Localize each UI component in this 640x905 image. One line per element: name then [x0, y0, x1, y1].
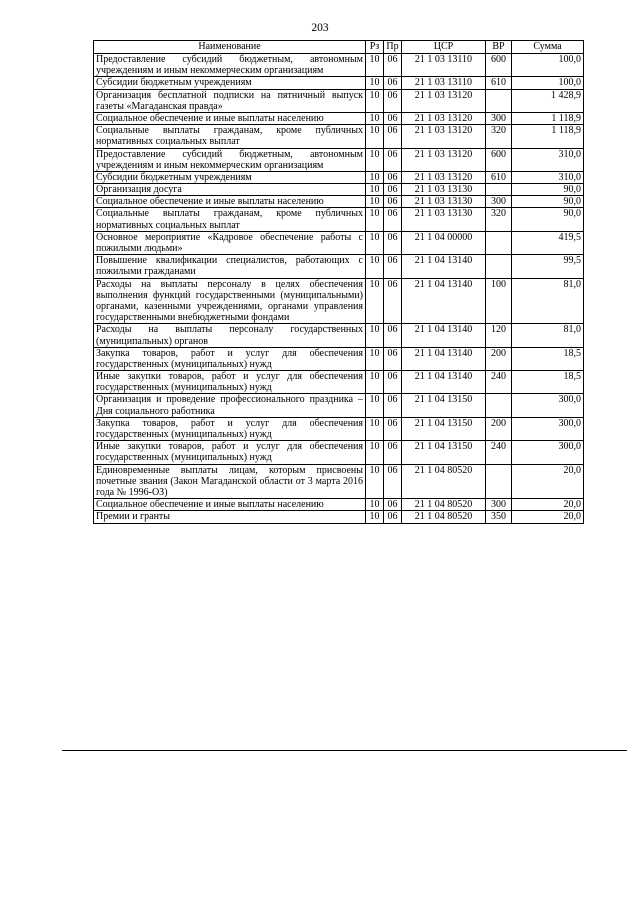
vr-cell: 610 [486, 171, 512, 183]
pr-cell: 06 [384, 324, 402, 347]
vr-cell: 120 [486, 324, 512, 347]
vr-cell: 100 [486, 278, 512, 324]
vr-cell: 300 [486, 196, 512, 208]
header-rz: Рз [366, 41, 384, 54]
name-cell: Расходы на выплаты персоналу в целях обеспечения выполнения функций государственными (муниципальными) органами, казенными учреждениями, органами управления государственными внебюджетными фондами [94, 278, 366, 324]
rz-cell: 10 [366, 394, 384, 417]
sum-cell: 300,0 [512, 417, 584, 440]
csr-cell: 21 1 04 80520 [402, 511, 486, 523]
rz-cell: 10 [366, 171, 384, 183]
pr-cell: 06 [384, 278, 402, 324]
csr-cell: 21 1 04 13140 [402, 371, 486, 394]
table-row [94, 255, 584, 278]
table-row [94, 125, 584, 148]
rz-cell: 10 [366, 278, 384, 324]
name-cell: Расходы на выплаты персоналу государственных (муниципальных) органов [94, 324, 366, 347]
csr-cell: 21 1 03 13120 [402, 125, 486, 148]
csr-cell: 21 1 04 80520 [402, 499, 486, 511]
pr-cell: 06 [384, 255, 402, 278]
name-cell: Предоставление субсидий бюджетным, автономным учреждениям и иным некоммерческим организациям [94, 54, 366, 77]
pr-cell: 06 [384, 231, 402, 254]
sum-cell: 310,0 [512, 148, 584, 171]
header-vr: ВР [486, 41, 512, 54]
vr-cell [486, 231, 512, 254]
table-header-row [94, 41, 584, 54]
table-row [94, 112, 584, 124]
sum-cell: 100,0 [512, 77, 584, 89]
sum-cell: 1 428,9 [512, 89, 584, 112]
vr-cell: 350 [486, 511, 512, 523]
vr-cell: 200 [486, 347, 512, 370]
rz-cell: 10 [366, 511, 384, 523]
rz-cell: 10 [366, 112, 384, 124]
csr-cell: 21 1 03 13120 [402, 89, 486, 112]
pr-cell: 06 [384, 347, 402, 370]
pr-cell: 06 [384, 184, 402, 196]
sum-cell: 300,0 [512, 441, 584, 464]
table-row [94, 89, 584, 112]
rz-cell: 10 [366, 464, 384, 499]
sum-cell: 1 118,9 [512, 125, 584, 148]
table-row [94, 324, 584, 347]
vr-cell: 300 [486, 499, 512, 511]
table-row [94, 499, 584, 511]
csr-cell: 21 1 03 13130 [402, 196, 486, 208]
table-row [94, 278, 584, 324]
table-row [94, 54, 584, 77]
sum-cell: 419,5 [512, 231, 584, 254]
rz-cell: 10 [366, 324, 384, 347]
rz-cell: 10 [366, 184, 384, 196]
table-row [94, 77, 584, 89]
csr-cell: 21 1 04 13150 [402, 394, 486, 417]
name-cell: Повышение квалификации специалистов, работающих с пожилыми гражданами [94, 255, 366, 278]
pr-cell: 06 [384, 148, 402, 171]
vr-cell [486, 255, 512, 278]
rz-cell: 10 [366, 417, 384, 440]
table-row [94, 347, 584, 370]
sum-cell: 81,0 [512, 324, 584, 347]
csr-cell: 21 1 04 13140 [402, 324, 486, 347]
table-row [94, 196, 584, 208]
pr-cell: 06 [384, 171, 402, 183]
name-cell: Социальные выплаты гражданам, кроме публичных нормативных социальных выплат [94, 125, 366, 148]
pr-cell: 06 [384, 112, 402, 124]
rz-cell: 10 [366, 54, 384, 77]
sum-cell: 100,0 [512, 54, 584, 77]
rz-cell: 10 [366, 441, 384, 464]
csr-cell: 21 1 04 80520 [402, 464, 486, 499]
sum-cell: 20,0 [512, 464, 584, 499]
header-csr: ЦСР [402, 41, 486, 54]
csr-cell: 21 1 04 13150 [402, 441, 486, 464]
pr-cell: 06 [384, 54, 402, 77]
pr-cell: 06 [384, 417, 402, 440]
rz-cell: 10 [366, 371, 384, 394]
name-cell: Субсидии бюджетным учреждениям [94, 77, 366, 89]
vr-cell [486, 89, 512, 112]
page-number: 203 [311, 22, 329, 34]
name-cell: Иные закупки товаров, работ и услуг для обеспечения государственных (муниципальных) нужд [94, 441, 366, 464]
vr-cell: 200 [486, 417, 512, 440]
csr-cell: 21 1 03 13120 [402, 112, 486, 124]
table-body [94, 54, 584, 524]
table-row [94, 171, 584, 183]
csr-cell: 21 1 03 13130 [402, 184, 486, 196]
name-cell: Субсидии бюджетным учреждениям [94, 171, 366, 183]
sum-cell: 300,0 [512, 394, 584, 417]
pr-cell: 06 [384, 77, 402, 89]
table-row [94, 231, 584, 254]
sum-cell: 18,5 [512, 371, 584, 394]
vr-cell [486, 464, 512, 499]
rz-cell: 10 [366, 125, 384, 148]
rz-cell: 10 [366, 77, 384, 89]
pr-cell: 06 [384, 499, 402, 511]
pr-cell: 06 [384, 464, 402, 499]
name-cell: Социальные выплаты гражданам, кроме публичных нормативных социальных выплат [94, 208, 366, 231]
name-cell: Организация и проведение профессионального праздника – Дня социального работника [94, 394, 366, 417]
sum-cell: 20,0 [512, 511, 584, 523]
budget-table [93, 40, 584, 524]
csr-cell: 21 1 03 13110 [402, 54, 486, 77]
csr-cell: 21 1 03 13110 [402, 77, 486, 89]
name-cell: Основное мероприятие «Кадровое обеспечение работы с пожилыми людьми» [94, 231, 366, 254]
table-row [94, 417, 584, 440]
sum-cell: 81,0 [512, 278, 584, 324]
rz-cell: 10 [366, 347, 384, 370]
pr-cell: 06 [384, 441, 402, 464]
csr-cell: 21 1 03 13120 [402, 148, 486, 171]
rz-cell: 10 [366, 208, 384, 231]
pr-cell: 06 [384, 125, 402, 148]
table-row [94, 511, 584, 523]
sum-cell: 90,0 [512, 196, 584, 208]
name-cell: Премии и гранты [94, 511, 366, 523]
name-cell: Иные закупки товаров, работ и услуг для обеспечения государственных (муниципальных) нужд [94, 371, 366, 394]
csr-cell: 21 1 03 13120 [402, 171, 486, 183]
name-cell: Социальное обеспечение и иные выплаты населению [94, 499, 366, 511]
csr-cell: 21 1 04 13140 [402, 255, 486, 278]
vr-cell: 240 [486, 371, 512, 394]
header-name: Наименование [94, 41, 366, 54]
sum-cell: 99,5 [512, 255, 584, 278]
table-row [94, 371, 584, 394]
table-row [94, 184, 584, 196]
sum-cell: 310,0 [512, 171, 584, 183]
pr-cell: 06 [384, 196, 402, 208]
pr-cell: 06 [384, 371, 402, 394]
csr-cell: 21 1 03 13130 [402, 208, 486, 231]
rz-cell: 10 [366, 89, 384, 112]
vr-cell: 300 [486, 112, 512, 124]
pr-cell: 06 [384, 208, 402, 231]
table-row [94, 148, 584, 171]
table-row [94, 464, 584, 499]
name-cell: Организация досуга [94, 184, 366, 196]
header-pr: Пр [384, 41, 402, 54]
csr-cell: 21 1 04 13140 [402, 347, 486, 370]
vr-cell [486, 184, 512, 196]
vr-cell: 240 [486, 441, 512, 464]
sum-cell: 1 118,9 [512, 112, 584, 124]
vr-cell: 320 [486, 208, 512, 231]
sum-cell: 18,5 [512, 347, 584, 370]
table-row [94, 394, 584, 417]
pr-cell: 06 [384, 511, 402, 523]
sum-cell: 90,0 [512, 184, 584, 196]
rz-cell: 10 [366, 196, 384, 208]
rz-cell: 10 [366, 499, 384, 511]
csr-cell: 21 1 04 00000 [402, 231, 486, 254]
vr-cell: 600 [486, 148, 512, 171]
rz-cell: 10 [366, 148, 384, 171]
name-cell: Организация бесплатной подписки на пятничный выпуск газеты «Магаданская правда» [94, 89, 366, 112]
name-cell: Единовременные выплаты лицам, которым присвоены почетные звания (Закон Магаданской области от 3 марта 2016 года № 1996-ОЗ) [94, 464, 366, 499]
footer-divider [62, 750, 627, 751]
vr-cell: 610 [486, 77, 512, 89]
name-cell: Предоставление субсидий бюджетным, автономным учреждениям и иным некоммерческим организациям [94, 148, 366, 171]
csr-cell: 21 1 04 13150 [402, 417, 486, 440]
vr-cell: 600 [486, 54, 512, 77]
pr-cell: 06 [384, 394, 402, 417]
vr-cell [486, 394, 512, 417]
name-cell: Закупка товаров, работ и услуг для обеспечения государственных (муниципальных) нужд [94, 347, 366, 370]
name-cell: Социальное обеспечение и иные выплаты населению [94, 112, 366, 124]
header-sum: Сумма [512, 41, 584, 54]
sum-cell: 90,0 [512, 208, 584, 231]
vr-cell: 320 [486, 125, 512, 148]
rz-cell: 10 [366, 231, 384, 254]
csr-cell: 21 1 04 13140 [402, 278, 486, 324]
table-row [94, 208, 584, 231]
table-row [94, 441, 584, 464]
pr-cell: 06 [384, 89, 402, 112]
sum-cell: 20,0 [512, 499, 584, 511]
rz-cell: 10 [366, 255, 384, 278]
name-cell: Социальное обеспечение и иные выплаты населению [94, 196, 366, 208]
name-cell: Закупка товаров, работ и услуг для обеспечения государственных (муниципальных) нужд [94, 417, 366, 440]
